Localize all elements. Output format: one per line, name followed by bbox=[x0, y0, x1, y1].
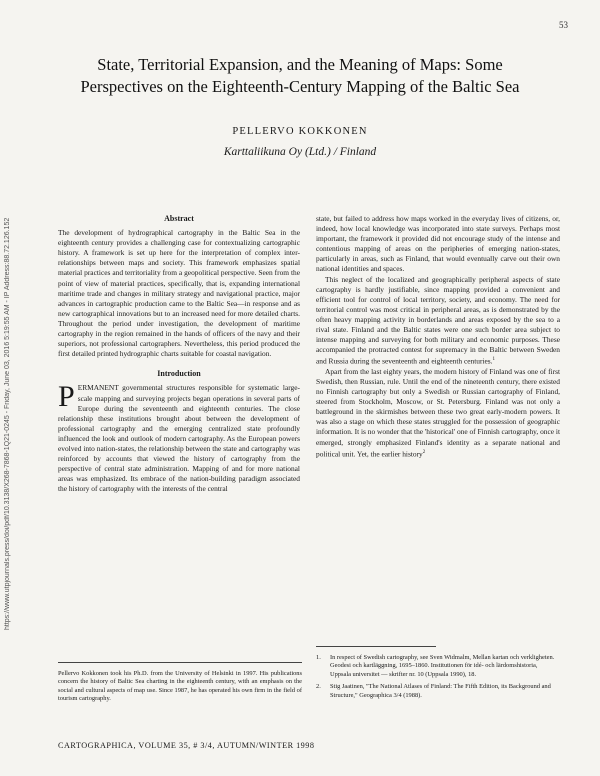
right-column bbox=[316, 214, 560, 459]
footnote bbox=[316, 654, 560, 679]
footnote-number: 1. bbox=[316, 654, 321, 661]
body-paragraph: state, but failed to address how maps worked in the everyday lives of citizens, or, indeed, how local knowledge was incorporated into state surveys. Perhaps most important, the framework it provided did not encourage study of the intense and contentious mapping of areas on the peripheries of emerging nation-states, particularly in areas, such as Finland, that would eventually carve out their own national identities and spaces. bbox=[316, 214, 560, 274]
author-affiliation: Karttaliikuna Oy (Ltd.) / Finland bbox=[223, 146, 377, 158]
abstract-text: The development of hydrographical cartography in the Baltic Sea in the eighteenth century provides a challenging case for contextualizing cartographic history. A framework is set up here for the interpretation of complex inter-relationships between maps and society. This framework emphasizes spatial material practices and territoriality from a geopolitical perspective. Seen from the point of view of material practices, specifically, that is, expanding international maritime trade and changes in military strategy and navigational practice, major advances in cartographic production came to the Baltic Sea—in response and as new cartographical innovations but to an increased need for more detailed charts. Throughout the period under investigation, the development of maritime cartography in the region remained in the hands of officers of the navy and their superiors, not professional cartographers. Nevertheless, this period produced the first detailed printed hydrographic charts suitable for coastal navigation. bbox=[58, 228, 300, 359]
introduction-heading: Introduction bbox=[157, 369, 201, 379]
title-line-1: State, Territorial Expansion, and the Meaning of Maps: Some bbox=[97, 55, 503, 74]
journal-footer: CARTOGRAPHICA, VOLUME 35, # 3/4, AUTUMN/WINTER 1998 bbox=[58, 741, 315, 750]
footnotes-divider bbox=[316, 646, 436, 647]
footnotes bbox=[316, 654, 560, 704]
footnote bbox=[316, 683, 560, 700]
body-paragraph-text: Apart from the last eighty years, the modern history of Finland was one of first Swedish, then Russian, rule. Until the end of the nineteenth century, there existed no Finnish cartography but only a Swedish or Russian cartography of Finland, steered from Stockholm, Moscow, or St. Petersburg. Finland was not only a battleground in the skirmishes between these two great early-modern powers. It was also a stage on which these states struggled for the possession of geographic information. It is no wonder that the 'historical' one of Finnish cartography, once it emerged, strongly emphasized Finland's identity as a separate national and political unit. Yet, the earlier history bbox=[316, 366, 560, 459]
body-paragraph-text: This neglect of the localized and geographically peripheral aspects of state cartography is hardly justifiable, since mapping provided a convenient and efficient tool for control of local territory, society, and economy. The need for territorial control was most critical in peripheral areas, as is demonstrated by the often heavy mapping activity in borderlands and areas exposed by the sea to a rival state. Finland and the Baltic states were one such border area subject to intense mapping and surveying for both military and economic purposes. These accompanied the protracted contest for supremacy in the Baltic between Sweden and Russia during the seventeenth and eighteenth centuries. bbox=[316, 274, 560, 366]
footnote-number: 2. bbox=[316, 683, 321, 691]
author-note: Pellervo Kokkonen took his Ph.D. from the University of Helsinki in 1997. His publications concern the history of Baltic Sea charting in the eighteenth century, with an emphasis on the social and cultural aspects of map use. Since 1987, he has operated his own firm in the field of tourism cartography. bbox=[58, 670, 302, 702]
introduction-section bbox=[58, 369, 300, 494]
left-column bbox=[58, 214, 300, 494]
body-paragraph bbox=[316, 275, 560, 367]
drop-cap: P bbox=[58, 380, 75, 414]
introduction-text bbox=[58, 380, 300, 494]
article-title bbox=[40, 54, 560, 98]
abstract-heading: Abstract bbox=[164, 214, 194, 223]
introduction-body: ERMANENT governmental structures responsible for systematic large-scale mapping and surveying projects began operations in several parts of Europe during the seventeenth and eighteenth centuries. The close relationship these institutions brought about between the development of professional cartography and the emerging centralized state profoundly influenced the look and outlook of modern cartography. As the European powers evolved into nation-states, the relationship between the state and cartography was reinforced by accounts that viewed the history of cartography from the perspective of central state administration. Mapping of and for more national areas was emphasized. Its embrace of the nation-building paradigm associated the history of cartography with the interests of the central bbox=[58, 383, 300, 494]
download-watermark: https://www.utpjournals.press/doi/pdf/10.3138/X268-7868-1Q21-0245 - Friday, June 03, 2016 5:19:55 AM - IP Address:88.72.126.152 bbox=[4, 217, 11, 630]
footnote-ref[interactable]: 2 bbox=[422, 449, 426, 455]
footnote-ref[interactable]: 1 bbox=[492, 357, 496, 363]
title-line-2: Perspectives on the Eighteenth-Century Mapping of the Baltic Sea bbox=[80, 77, 520, 96]
page-number: 53 bbox=[559, 20, 568, 30]
footnote-text: Stig Jaatinen, "The National Atlases of Finland: The Fifth Edition, its Background and Structure," Geographica 3/4 (1988). bbox=[330, 683, 551, 699]
author-name: PELLERVO KOKKONEN bbox=[232, 126, 368, 137]
author-note-divider bbox=[58, 662, 302, 663]
body-paragraph bbox=[316, 367, 560, 459]
footnote-text: In respect of Swedish cartography, see Sven Widmalm, Mellan kartan och verkligheten. Geodesi och kartläggning, 1695–1860. Institutionen för idé- och lärdomshistoria, Uppsala universitet — skrifter nr. 10 (Uppsala 1990), 18. bbox=[330, 654, 555, 678]
